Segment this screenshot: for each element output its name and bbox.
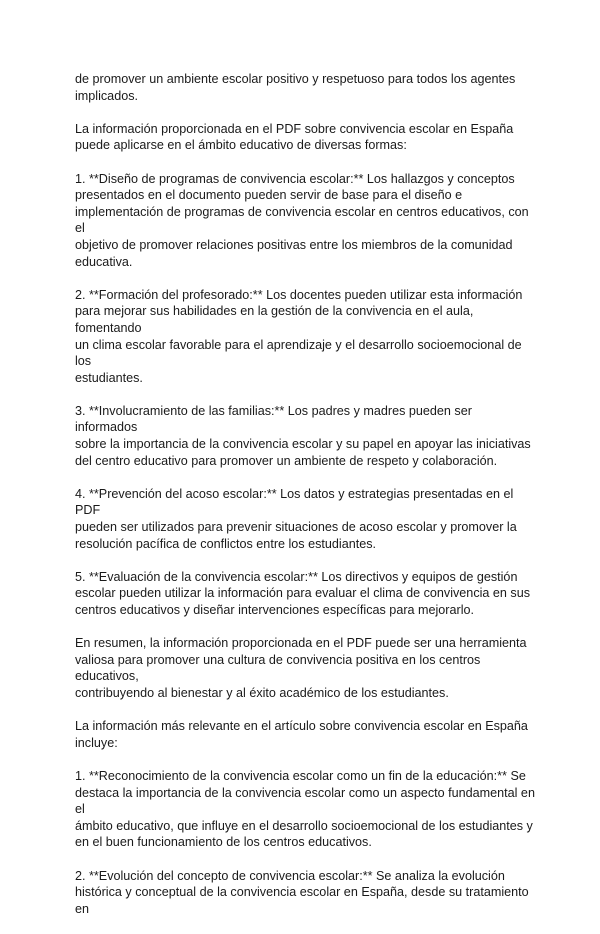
list-item-bullying-prevention: 4. **Prevención del acoso escolar:** Los datos y estrategias presentadas en el PDF pueden ser utilizados para prevenir situaciones de acoso escolar y promover la resolución pacífica de conflictos entre los estudiantes. (75, 486, 517, 551)
list-item-program-design: 1. **Diseño de programas de convivencia escolar:** Los hallazgos y conceptos presentados en el documento pueden servir de base para el diseño e implementación de programas de convivencia escolar en centros educativos, con el objetivo de promover relaciones positivas entre los miembros de la comunidad educativa. (75, 171, 529, 269)
list-item-coexistence-evaluation: 5. **Evaluación de la convivencia escolar:** Los directivos y equipos de gestión escolar pueden utilizar la información para evaluar el clima de convivencia en sus centros educativos y diseñar intervenciones específicas para mejorarlo. (75, 569, 531, 617)
list-item-recognition: 1. **Reconocimiento de la convivencia escolar como un fin de la educación:** Se destaca la importancia de la convivencia escolar como un aspecto fundamental en el ámbito educativo, que influye en el desarrollo socioemocional de los estudiantes y en el buen funcionamiento de los centros educativos. (75, 768, 535, 850)
paragraph-continuation: de promover un ambiente escolar positivo y respetuoso para todos los agentes implicados. (75, 72, 516, 103)
list-item-teacher-training: 2. **Formación del profesorado:** Los docentes pueden utilizar esta información para mejorar sus habilidades en la gestión de la convivencia en el aula, fomentando un clima escolar favorable para el aprendizaje y el desarrollo socioemocional de los estudiantes. (75, 287, 523, 385)
list-item-concept-evolution: 2. **Evolución del concepto de convivencia escolar:** Se analiza la evolución histórica y conceptual de la convivencia escolar en España, desde su tratamiento en (75, 868, 529, 916)
paragraph-intro-applications: La información proporcionada en el PDF sobre convivencia escolar en España puede aplicarse en el ámbito educativo de diversas formas: (75, 121, 514, 153)
document-body (75, 71, 535, 934)
paragraph-intro-relevant-info: La información más relevante en el artículo sobre convivencia escolar en España incluye: (75, 719, 528, 750)
paragraph-summary: En resumen, la información proporcionada en el PDF puede ser una herramienta valiosa para promover una cultura de convivencia positiva en los centros educativos, contribuyendo al bienestar y al éxito académico de los estudiantes. (75, 636, 527, 700)
list-item-family-involvement: 3. **Involucramiento de las familias:** Los padres y madres pueden ser informados sobre la importancia de la convivencia escolar y su papel en apoyar las iniciativas del centro educativo para promover un ambiente de respeto y colaboración. (75, 403, 531, 468)
